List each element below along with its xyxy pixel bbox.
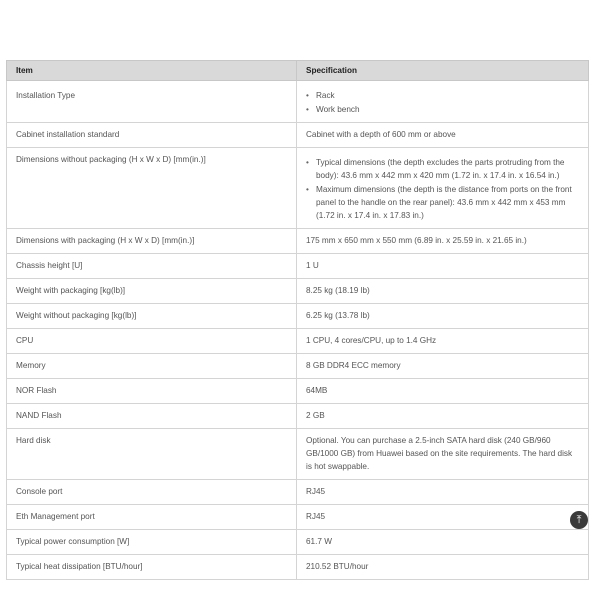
row-spec-value: 8 GB DDR4 ECC memory xyxy=(297,354,589,379)
table-row xyxy=(7,480,589,505)
row-spec-value: 64MB xyxy=(297,379,589,404)
list-item: • Maximum dimensions (the depth is the distance from ports on the front panel to the handle on the rear panel): 43.6 mm x 442 mm x 453 mm (1.72 in. x 17.4 in. x 17.83 in.) xyxy=(316,183,579,222)
table-row xyxy=(7,279,589,304)
table-row xyxy=(7,530,589,555)
column-header-specification: Specification xyxy=(297,61,589,81)
table-row xyxy=(7,229,589,254)
row-item-label: NAND Flash xyxy=(7,404,297,429)
row-item-label: Typical power consumption [W] xyxy=(7,530,297,555)
table-header-row xyxy=(7,61,589,81)
row-spec-value: 6.25 kg (13.78 lb) xyxy=(297,304,589,329)
table-row xyxy=(7,329,589,354)
table-row xyxy=(7,123,589,148)
row-spec-value: 175 mm x 650 mm x 550 mm (6.89 in. x 25.59 in. x 21.65 in.) xyxy=(297,229,589,254)
list-item: • Rack xyxy=(316,89,579,102)
table-row xyxy=(7,304,589,329)
row-spec-value: 2 GB xyxy=(297,404,589,429)
row-item-label: Memory xyxy=(7,354,297,379)
spec-table xyxy=(6,60,589,580)
list-item: • Work bench xyxy=(316,103,579,116)
row-spec-value: RJ45 xyxy=(297,480,589,505)
table-row xyxy=(7,354,589,379)
table-row xyxy=(7,505,589,530)
spec-table-container xyxy=(6,60,588,571)
table-row xyxy=(7,379,589,404)
row-spec-value: 210.52 BTU/hour xyxy=(297,555,589,580)
row-item-label: Cabinet installation standard xyxy=(7,123,297,148)
row-item-label: Console port xyxy=(7,480,297,505)
table-row xyxy=(7,81,589,123)
row-spec-value: 61.7 W xyxy=(297,530,589,555)
row-spec-value xyxy=(297,148,589,229)
row-spec-value: RJ45 xyxy=(297,505,589,530)
row-spec-value: Optional. You can purchase a 2.5-inch SATA hard disk (240 GB/960 GB/1000 GB) from Huawei based on the site requirements. The hard disk is hot swappable. xyxy=(297,429,589,480)
list-item: • Typical dimensions (the depth excludes the parts protruding from the body): 43.6 mm x 442 mm x 420 mm (1.72 in. x 17.4 in. x 16.54 in.) xyxy=(316,156,579,182)
row-item-label: CPU xyxy=(7,329,297,354)
row-spec-value: 8.25 kg (18.19 lb) xyxy=(297,279,589,304)
row-item-label: NOR Flash xyxy=(7,379,297,404)
row-spec-value: Cabinet with a depth of 600 mm or above xyxy=(297,123,589,148)
spec-list xyxy=(306,89,579,116)
table-row xyxy=(7,148,589,229)
table-row xyxy=(7,555,589,580)
row-item-label: Weight with packaging [kg(lb)] xyxy=(7,279,297,304)
row-spec-value xyxy=(297,81,589,123)
back-to-top-button[interactable] xyxy=(570,511,588,529)
row-item-label: Installation Type xyxy=(7,81,297,123)
table-row xyxy=(7,429,589,480)
row-item-label: Dimensions with packaging (H x W x D) [mm(in.)] xyxy=(7,229,297,254)
arrow-up-to-line-icon: ⤒ xyxy=(576,514,582,526)
row-item-label: Weight without packaging [kg(lb)] xyxy=(7,304,297,329)
spec-list xyxy=(306,156,579,222)
row-item-label: Hard disk xyxy=(7,429,297,480)
column-header-item: Item xyxy=(7,61,297,81)
row-item-label: Eth Management port xyxy=(7,505,297,530)
row-spec-value: 1 U xyxy=(297,254,589,279)
row-item-label: Dimensions without packaging (H x W x D) [mm(in.)] xyxy=(7,148,297,229)
row-item-label: Chassis height [U] xyxy=(7,254,297,279)
table-row xyxy=(7,404,589,429)
row-spec-value: 1 CPU, 4 cores/CPU, up to 1.4 GHz xyxy=(297,329,589,354)
table-row xyxy=(7,254,589,279)
row-item-label: Typical heat dissipation [BTU/hour] xyxy=(7,555,297,580)
